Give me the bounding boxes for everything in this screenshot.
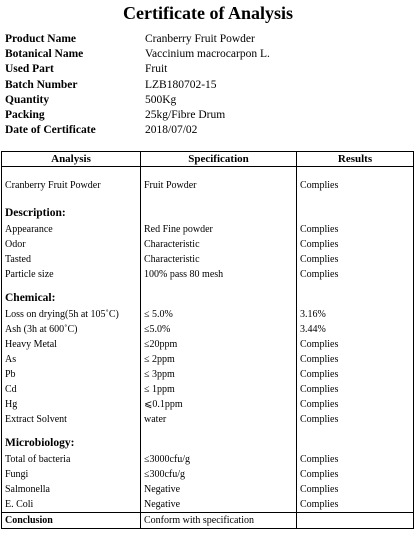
table-row — [2, 337, 414, 352]
info-key: Packing — [5, 108, 45, 121]
analysis-cell: Hg — [2, 397, 141, 412]
table-row — [2, 397, 414, 412]
conclusion-row — [2, 513, 414, 529]
result-cell: Complies — [297, 337, 414, 352]
specification-cell: water — [141, 412, 297, 427]
analysis-cell: Ash (3h at 600˚C) — [2, 322, 141, 337]
result-cell: Complies — [297, 397, 414, 412]
result-cell: Complies — [297, 467, 414, 482]
table-row — [2, 497, 414, 513]
table-row — [2, 322, 414, 337]
table-header-row — [2, 152, 414, 167]
specification-cell: Negative — [141, 497, 297, 513]
analysis-cell: Odor — [2, 237, 141, 252]
info-value: 2018/07/02 — [145, 124, 198, 137]
info-key: Batch Number — [5, 78, 78, 91]
spacer-row — [2, 427, 414, 435]
analysis-cell: Fungi — [2, 467, 141, 482]
info-key: Used Part — [5, 63, 54, 76]
analysis-cell: Heavy Metal — [2, 337, 141, 352]
specification-cell: ≤ 2ppm — [141, 352, 297, 367]
info-key: Botanical Name — [5, 48, 84, 61]
specification-cell: Fruit Powder — [141, 175, 297, 197]
table-row — [2, 252, 414, 267]
result-cell: 3.44% — [297, 322, 414, 337]
section-heading: Microbiology: — [2, 435, 141, 452]
analysis-cell: Particle size — [2, 267, 141, 282]
specification-cell: ⩽0.1ppm — [141, 397, 297, 412]
specification-cell: ≤ 3ppm — [141, 367, 297, 382]
analysis-cell: Salmonella — [2, 482, 141, 497]
specification-cell: ≤ 1ppm — [141, 382, 297, 397]
section-heading: Description: — [2, 205, 141, 222]
table-row — [2, 237, 414, 252]
specification-cell: ≤20ppm — [141, 337, 297, 352]
spacer-row — [2, 197, 414, 205]
document-title: Certificate of Analysis — [123, 3, 293, 23]
specification-cell: Characteristic — [141, 237, 297, 252]
specification-cell: 100% pass 80 mesh — [141, 267, 297, 282]
info-row-packing — [5, 108, 270, 123]
spacer-row — [2, 167, 414, 176]
conclusion-result-cell — [297, 513, 414, 529]
result-cell: Complies — [297, 175, 414, 197]
specification-cell: ≤ 5.0% — [141, 307, 297, 322]
table-row — [2, 222, 414, 237]
specification-cell: Red Fine powder — [141, 222, 297, 237]
column-header-specification: Specification — [141, 152, 297, 167]
info-value: 500Kg — [145, 93, 177, 106]
table-row — [2, 352, 414, 367]
table-row — [2, 367, 414, 382]
section-heading: Chemical: — [2, 290, 141, 307]
result-cell: Complies — [297, 252, 414, 267]
result-cell: 3.16% — [297, 307, 414, 322]
result-cell: Complies — [297, 237, 414, 252]
result-cell: Complies — [297, 267, 414, 282]
table-row — [2, 175, 414, 197]
info-row-quantity — [5, 93, 270, 108]
analysis-cell: Pb — [2, 367, 141, 382]
table-row — [2, 382, 414, 397]
table-row — [2, 452, 414, 467]
section-heading-row — [2, 290, 414, 307]
table-row — [2, 482, 414, 497]
section-heading-row — [2, 205, 414, 222]
result-cell: Complies — [297, 367, 414, 382]
specification-cell: ≤300cfu/g — [141, 467, 297, 482]
specification-cell: Characteristic — [141, 252, 297, 267]
result-cell: Complies — [297, 222, 414, 237]
result-cell: Complies — [297, 482, 414, 497]
info-key: Product Name — [5, 33, 77, 45]
result-cell: Complies — [297, 382, 414, 397]
info-key: Date of Certificate — [5, 124, 96, 137]
analysis-cell: Tasted — [2, 252, 141, 267]
table-row — [2, 412, 414, 427]
analysis-cell: E. Coli — [2, 497, 141, 513]
info-row-botanical-name — [5, 47, 270, 62]
column-header-analysis: Analysis — [2, 152, 141, 167]
conclusion-value: Conform with specification — [141, 513, 297, 529]
section-heading-row — [2, 435, 414, 452]
result-cell: Complies — [297, 352, 414, 367]
info-value: Fruit — [145, 63, 168, 76]
result-cell: Complies — [297, 497, 414, 513]
result-cell: Complies — [297, 412, 414, 427]
info-value: Vaccinium macrocarpon L. — [145, 48, 270, 61]
info-row-date-of-certificate — [5, 123, 270, 138]
column-header-results: Results — [297, 152, 414, 167]
specification-cell: ≤5.0% — [141, 322, 297, 337]
table-row — [2, 267, 414, 282]
spacer-row — [2, 282, 414, 290]
result-cell: Complies — [297, 452, 414, 467]
info-row-used-part — [5, 62, 270, 77]
product-info-block — [5, 32, 270, 138]
analysis-cell: Cranberry Fruit Powder — [2, 175, 141, 197]
table-row — [2, 467, 414, 482]
info-key: Quantity — [5, 93, 50, 106]
analysis-cell: Cd — [2, 382, 141, 397]
analysis-cell: Total of bacteria — [2, 452, 141, 467]
table-row — [2, 307, 414, 322]
analysis-cell: Appearance — [2, 222, 141, 237]
conclusion-label: Conclusion — [2, 513, 141, 529]
info-value: LZB180702-15 — [145, 78, 217, 91]
specification-cell: Negative — [141, 482, 297, 497]
analysis-cell: Loss on drying(5h at 105˚C) — [2, 307, 141, 322]
info-value: Cranberry Fruit Powder — [145, 33, 255, 45]
specification-cell: ≤3000cfu/g — [141, 452, 297, 467]
info-value: 25kg/Fibre Drum — [145, 108, 226, 121]
info-row-product-name — [5, 32, 270, 47]
analysis-cell: As — [2, 352, 141, 367]
analysis-cell: Extract Solvent — [2, 412, 141, 427]
analysis-table — [1, 151, 414, 529]
info-row-batch-number — [5, 78, 270, 93]
